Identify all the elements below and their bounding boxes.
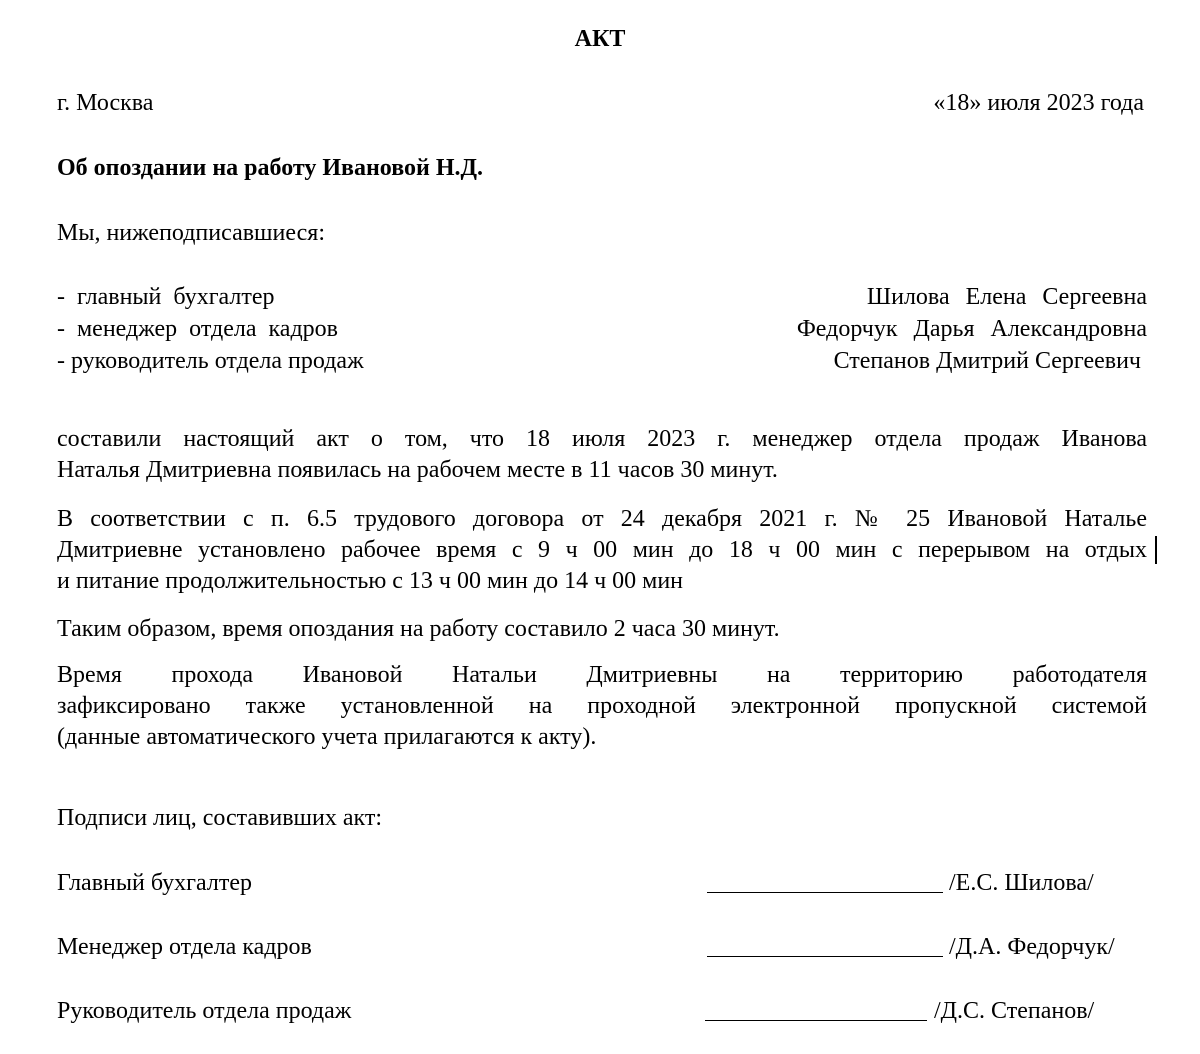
signature-name: /Е.С. Шилова/ bbox=[949, 870, 1094, 896]
document-city: г. Москва bbox=[57, 90, 154, 116]
paragraph-line: и питание продолжительностью с 13 ч 00 мин до 14 ч 00 мин bbox=[57, 568, 684, 594]
paragraph-line: зафиксировано также установленной на проходной электронной пропускной системой bbox=[57, 693, 1147, 719]
signature-name: /Д.С. Степанов/ bbox=[934, 998, 1095, 1024]
member-name: Степанов Дмитрий Сергеевич bbox=[833, 348, 1141, 374]
member-role: - руководитель отдела продаж bbox=[57, 348, 364, 374]
paragraph-incident bbox=[57, 424, 1147, 486]
member-role: - главный бухгалтер bbox=[57, 284, 275, 310]
signature-line bbox=[705, 1020, 927, 1021]
member-row bbox=[57, 346, 1147, 378]
document-date: «18» июля 2023 года bbox=[933, 90, 1144, 116]
signature-name: /Д.А. Федорчук/ bbox=[949, 934, 1115, 960]
paragraph-line: составили настоящий акт о том, что 18 июля 2023 г. менеджер отдела продаж Иванова bbox=[57, 426, 1147, 452]
paragraph-line: Наталья Дмитриевна появилась на рабочем месте в 11 часов 30 минут. bbox=[57, 457, 778, 483]
paragraph-access-system bbox=[57, 660, 1147, 753]
signature-role: Главный бухгалтер bbox=[57, 870, 252, 896]
member-name: Шилова Елена Сергеевна bbox=[866, 284, 1147, 310]
paragraph-line: (данные автоматического учета прилагаются к акту). bbox=[57, 724, 597, 750]
text-cursor bbox=[1155, 536, 1157, 564]
intro-text: Мы, нижеподписавшиеся: bbox=[57, 220, 325, 246]
signature-row bbox=[57, 996, 1157, 1028]
signature-row bbox=[57, 932, 1157, 964]
signature-role: Менеджер отдела кадров bbox=[57, 934, 312, 960]
document-subject: Об опоздании на работу Ивановой Н.Д. bbox=[57, 155, 484, 181]
member-role: - менеджер отдела кадров bbox=[57, 316, 338, 342]
paragraph-line: Дмитриевне установлено рабочее время с 9 ч 00 мин до 18 ч 00 мин с перерывом на отдых bbox=[57, 537, 1147, 563]
paragraph-lateness: Таким образом, время опоздания на работу составило 2 часа 30 минут. bbox=[57, 616, 780, 642]
paragraph-line: В соответствии с п. 6.5 трудового договора от 24 декабря 2021 г. № 25 Ивановой Наталье bbox=[57, 506, 1147, 532]
paragraph-line: Время прохода Ивановой Натальи Дмитриевны на территорию работодателя bbox=[57, 662, 1147, 688]
member-row bbox=[57, 282, 1147, 314]
paragraph-contract bbox=[57, 504, 1147, 597]
signature-line bbox=[707, 956, 943, 957]
document-title: АКТ bbox=[574, 26, 626, 52]
members-list bbox=[57, 282, 1147, 378]
signature-line bbox=[707, 892, 943, 893]
member-row bbox=[57, 314, 1147, 346]
member-name: Федорчук Дарья Александровна bbox=[796, 316, 1147, 342]
signature-role: Руководитель отдела продаж bbox=[57, 998, 352, 1024]
signature-row bbox=[57, 868, 1157, 900]
signatures-header: Подписи лиц, составивших акт: bbox=[57, 805, 383, 831]
